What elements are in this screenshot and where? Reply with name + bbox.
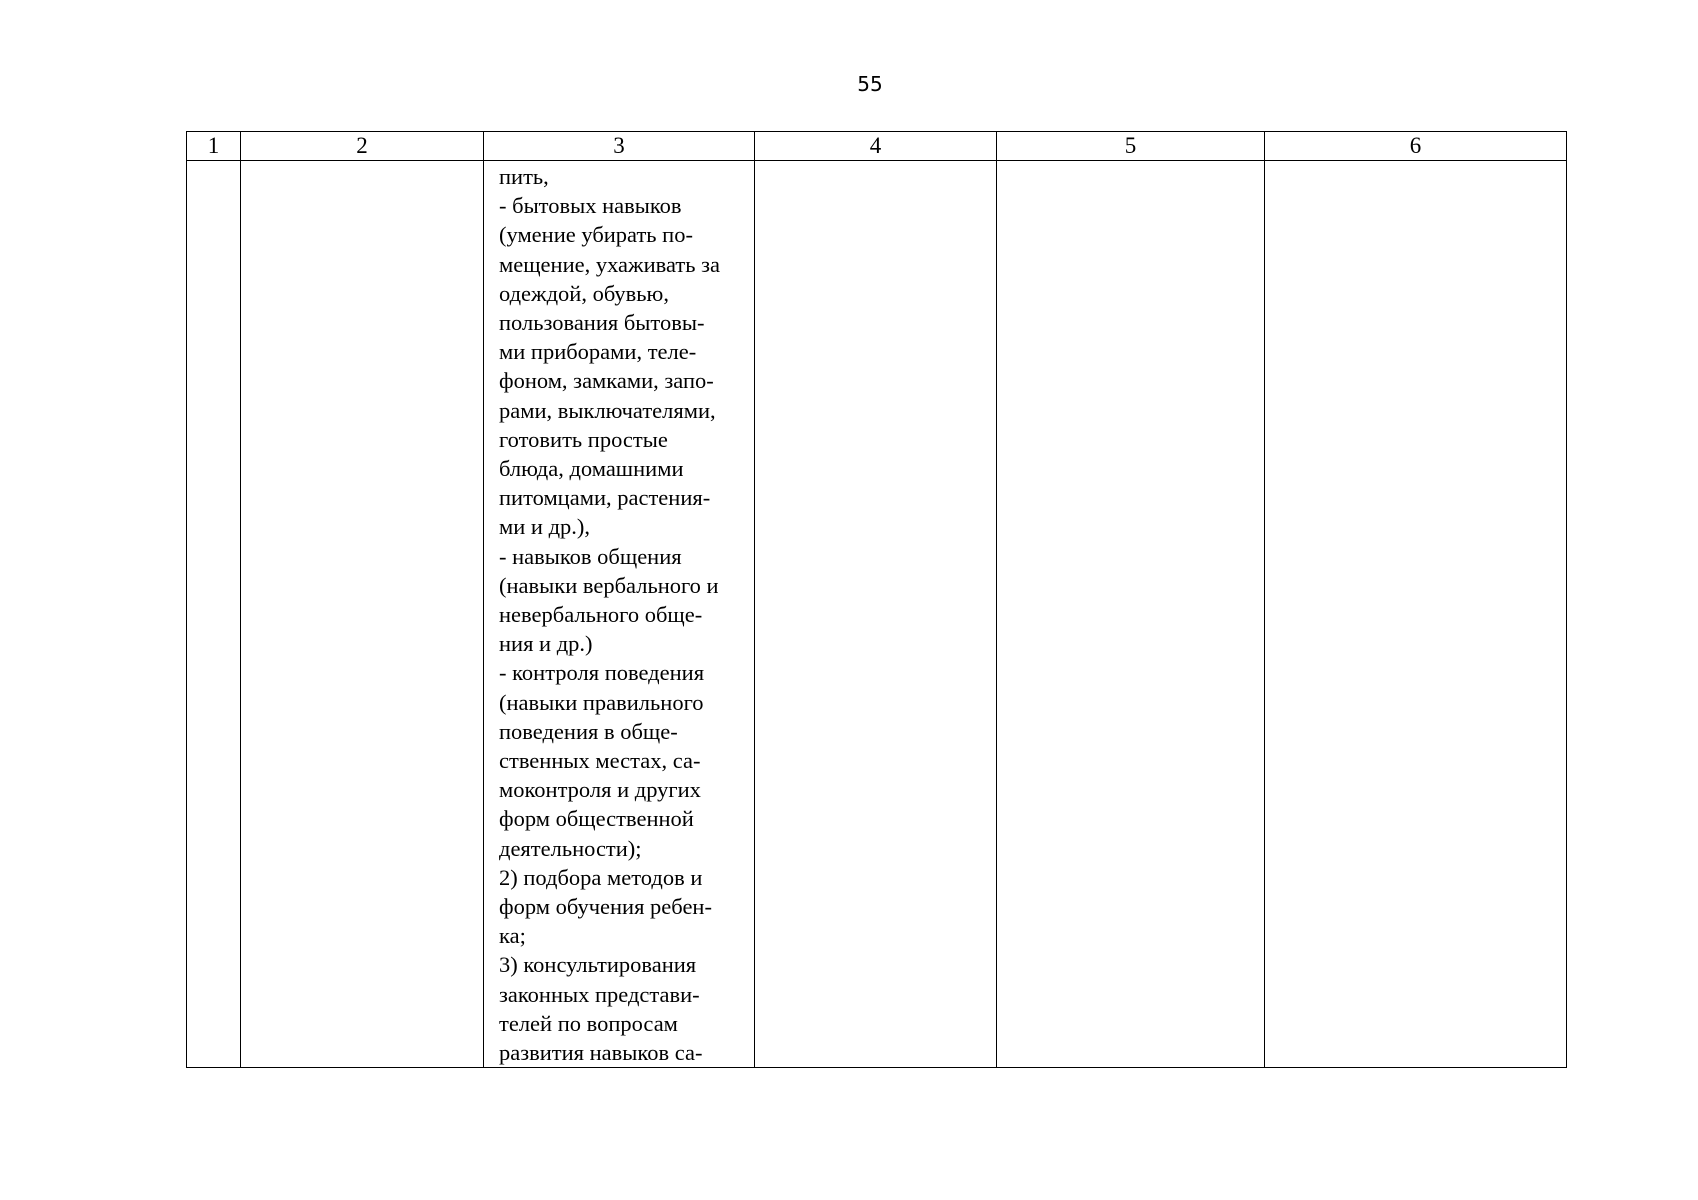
col3-text-line: ния и др.) (499, 631, 593, 657)
col3-text-line: форм общественной (499, 806, 694, 832)
col3-text-line: (навыки правильного (499, 689, 704, 715)
document-table-container (186, 131, 1567, 1068)
col3-text-line: ка; (499, 923, 526, 949)
col3-text-line: одеждой, обувью, (499, 280, 669, 306)
table-cell-col6 (1265, 161, 1567, 1068)
col3-text-line: моконтроля и других (499, 777, 701, 803)
col3-text-line: форм обучения ребен- (499, 894, 712, 920)
column-header-4: 4 (755, 132, 997, 161)
col3-text-line: 2) подбора методов и (499, 864, 703, 890)
table-cell-col1 (187, 161, 241, 1068)
col3-text-line: блюда, домашними (499, 456, 684, 482)
column-header-6: 6 (1265, 132, 1567, 161)
col3-text-line: развития навыков са- (499, 1040, 703, 1066)
col3-text-line: невербального обще- (499, 602, 703, 628)
table-cell-col2 (241, 161, 484, 1068)
col3-text-line: - бытовых навыков (499, 193, 682, 219)
col3-text-line: телей по вопросам (499, 1010, 678, 1036)
col3-text-line: 3) консультирования (499, 952, 697, 978)
col3-text-block (484, 162, 754, 1067)
col3-text-line: ми приборами, теле- (499, 339, 697, 365)
col3-text-line: (умение убирать по- (499, 222, 693, 248)
col3-text-line: фоном, замками, запо- (499, 368, 714, 394)
col3-text-line: питомцами, растения- (499, 485, 711, 511)
table-row (187, 161, 1567, 1068)
column-header-1: 1 (187, 132, 241, 161)
column-header-2: 2 (241, 132, 484, 161)
col3-text-line: - контроля поведения (499, 660, 705, 686)
col3-text-line: готовить простые (499, 426, 668, 452)
col3-text-line: ми и др.), (499, 514, 591, 540)
col3-text-line: поведения в обще- (499, 718, 678, 744)
col3-text-line: мещение, ухаживать за (499, 251, 720, 277)
col3-text-line: ственных местах, са- (499, 748, 701, 774)
col3-text-line: пить, (499, 164, 549, 189)
col3-text-line: пользования бытовы- (499, 310, 705, 336)
col3-text-line: рами, выключателями, (499, 397, 716, 423)
table-cell-col4 (755, 161, 997, 1068)
document-table (186, 131, 1567, 1068)
col3-text-line: законных представи- (499, 981, 700, 1007)
column-header-5: 5 (997, 132, 1265, 161)
col3-text-line: - навыков общения (499, 543, 682, 569)
col3-text-line: (навыки вербального и (499, 572, 719, 598)
table-cell-col3 (484, 161, 755, 1068)
page-number: 55 (857, 72, 883, 96)
table-cell-col5 (997, 161, 1265, 1068)
col3-text-line: деятельности); (499, 835, 642, 861)
table-header-row (187, 132, 1567, 161)
column-header-3: 3 (484, 132, 755, 161)
